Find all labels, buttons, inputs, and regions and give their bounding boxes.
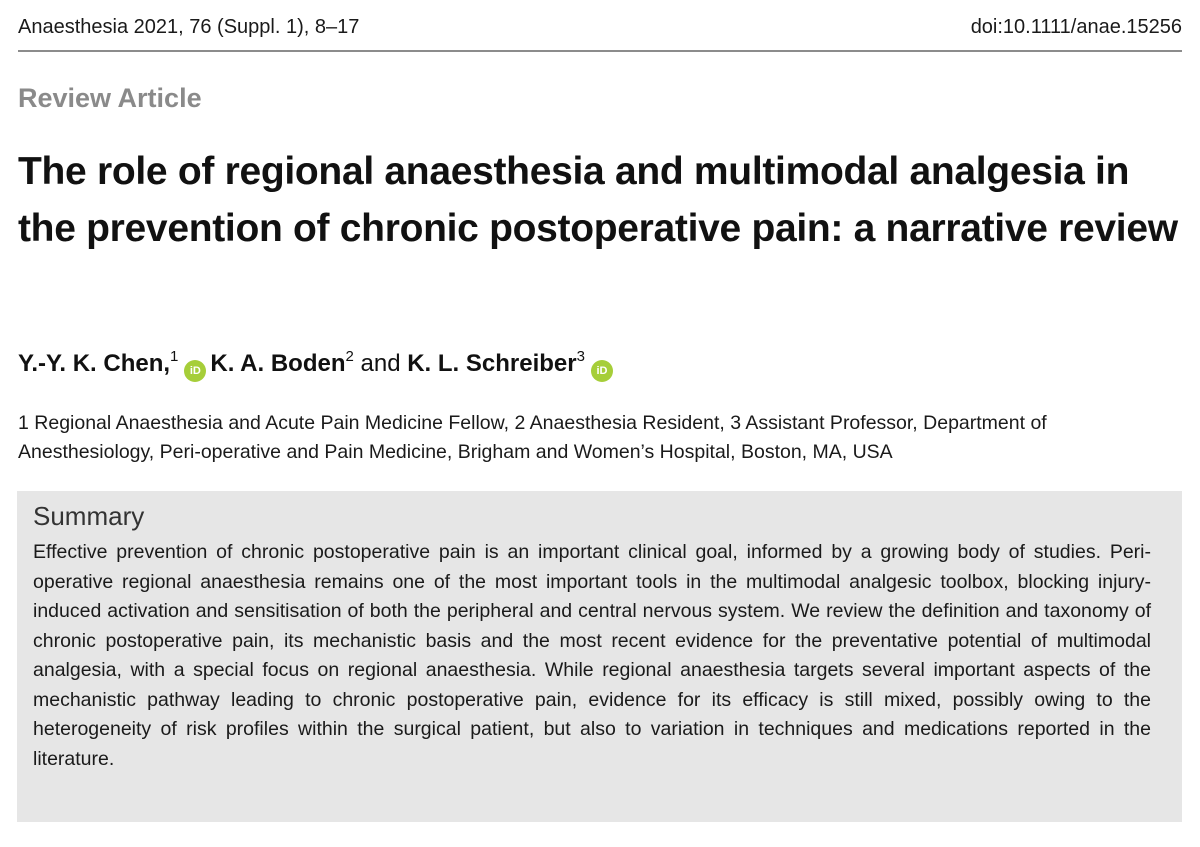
affiliation-ref: 3	[576, 348, 585, 365]
author-name[interactable]: Y.-Y. K. Chen,	[18, 350, 171, 377]
doi-link[interactable]: doi:10.1111/anae.15256	[970, 16, 1182, 38]
affiliation-ref: 1	[170, 348, 179, 365]
author-name[interactable]: K. A. Boden	[210, 350, 346, 377]
affiliations: 1 Regional Anaesthesia and Acute Pain Medicine Fellow, 2 Anaesthesia Resident, 3 Assistant Professor, Department of Anesthesiology, Peri-operative and Pain Medicine, Brigham and Women’s Hospital, Boston, MA, USA	[18, 412, 1047, 463]
summary-box	[17, 491, 1182, 822]
author-conjunction: and	[360, 350, 401, 377]
summary-heading: Summary	[33, 501, 145, 531]
orcid-icon[interactable]: iD	[591, 360, 613, 382]
orcid-icon[interactable]: iD	[184, 360, 206, 382]
running-header	[18, 16, 1182, 52]
article-title: The role of regional anaesthesia and multimodal analgesia in the prevention of chronic postoperative pain: a narrative review	[18, 150, 1178, 250]
author-name[interactable]: K. L. Schreiber	[407, 350, 577, 377]
journal-citation: Anaesthesia 2021, 76 (Suppl. 1), 8–17	[18, 16, 360, 38]
article-type: Review Article	[18, 83, 202, 113]
author-list	[18, 350, 617, 382]
affiliation-ref: 2	[345, 348, 354, 365]
summary-text: Effective prevention of chronic postoperative pain is an important clinical goal, informed by a growing body of studies. Peri-operative regional anaesthesia remains one of the most important tools in the multimodal analgesic toolbox, blocking injury-induced activation and sensitisation of both the peripheral and central nervous system. We review the definition and taxonomy of chronic postoperative pain, its mechanistic basis and the most recent evidence for the preventative potential of multimodal analgesia, with a special focus on regional anaesthesia. While regional anaesthesia targets several important aspects of the mechanistic pathway leading to chronic postoperative pain, evidence for its efficacy is still mixed, possibly owing to the heterogeneity of risk profiles within the surgical patient, but also to variation in techniques and medications reported in the literature.	[33, 541, 1151, 770]
